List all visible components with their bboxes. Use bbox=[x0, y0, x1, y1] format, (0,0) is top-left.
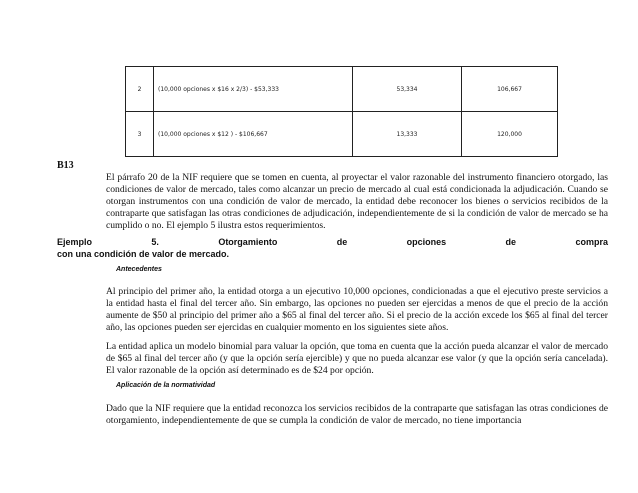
calculation-cell: (10,000 opciones x $12 ) - $106,667 bbox=[154, 112, 353, 157]
table-row bbox=[126, 112, 558, 157]
example-title-word: 5. bbox=[151, 237, 159, 247]
example-title-word: de bbox=[336, 237, 348, 247]
example-title-word: Otorgamiento bbox=[218, 237, 278, 247]
heading-antecedentes: Antecedentes bbox=[116, 266, 162, 273]
paragraph-number: B13 bbox=[57, 160, 74, 171]
example-title-line2: con una condición de valor de mercado. bbox=[57, 249, 230, 259]
year-cell: 2 bbox=[126, 67, 154, 112]
example-title-word: opciones bbox=[406, 237, 447, 247]
period-amount-cell: 53,334 bbox=[353, 67, 462, 112]
paragraph-aplicacion: Dado que la NIF requiere que la entidad reconozca los servicios recibidos de la contraparte que satisfagan las otras condiciones de otorgamiento, independientemente de que se cumpla la condición de valor de mercado, no tiene importancia bbox=[106, 403, 608, 426]
example-title-word: compra bbox=[575, 237, 608, 247]
cumulative-amount-cell: 120,000 bbox=[462, 112, 558, 157]
heading-aplicacion: Aplicación de la normatividad bbox=[116, 382, 216, 389]
example-title-word: de bbox=[505, 237, 517, 247]
paragraph-antecedentes-2: La entidad aplica un modelo binomial para valuar la opción, que toma en cuenta que la acción pueda alcanzar el valor de mercado de $65 al final del tercer año (y que la opción sería ejercible) y que no pueda alcanzar ese valor (y que la opción sería cancelada). El valor razonable de la opción así determinado es de $24 por opción. bbox=[106, 341, 608, 376]
cumulative-amount-cell: 106,667 bbox=[462, 67, 558, 112]
paragraph-b13: El párrafo 20 de la NIF requiere que se tomen en cuenta, al proyectar el valor razonable del instrumento financiero otorgado, las condiciones de valor de mercado, tales como alcanzar un precio de mercado al cual está condicionada la adjudicación. Cuando se otorgan instrumentos con una condición de valor de mercado, la entidad debe reconocer los bienes o servicios recibidos de la contraparte que satisfagan las otras condiciones de adjudicación, independientemente de si la condición de valor de mercado se ha cumplido o no. El ejemplo 5 ilustra estos requerimientos. bbox=[106, 172, 608, 231]
period-amount-cell: 13,333 bbox=[353, 112, 462, 157]
year-cell: 3 bbox=[126, 112, 154, 157]
calculation-cell: (10,000 opciones x $16 x 2/3) - $53,333 bbox=[154, 67, 353, 112]
example-title-word: Ejemplo bbox=[57, 237, 93, 247]
paragraph-antecedentes-1: Al principio del primer año, la entidad otorga a un ejecutivo 10,000 opciones, condicionadas a que el ejecutivo preste servicios a la entidad hasta el final del tercer año. Sin embargo, las opciones no pueden ser ejercidas a menos de que el precio de la acción aumente de $50 al principio del primer año a $65 al final del tercer año. Si el precio de la acción excede los $65 al final del tercer año, las opciones pueden ser ejercidas en cualquier momento en los siguientes siete años. bbox=[106, 286, 608, 333]
vesting-table bbox=[125, 66, 558, 157]
example-title bbox=[57, 236, 608, 260]
table-row bbox=[126, 67, 558, 112]
example-title-line1 bbox=[57, 236, 608, 248]
